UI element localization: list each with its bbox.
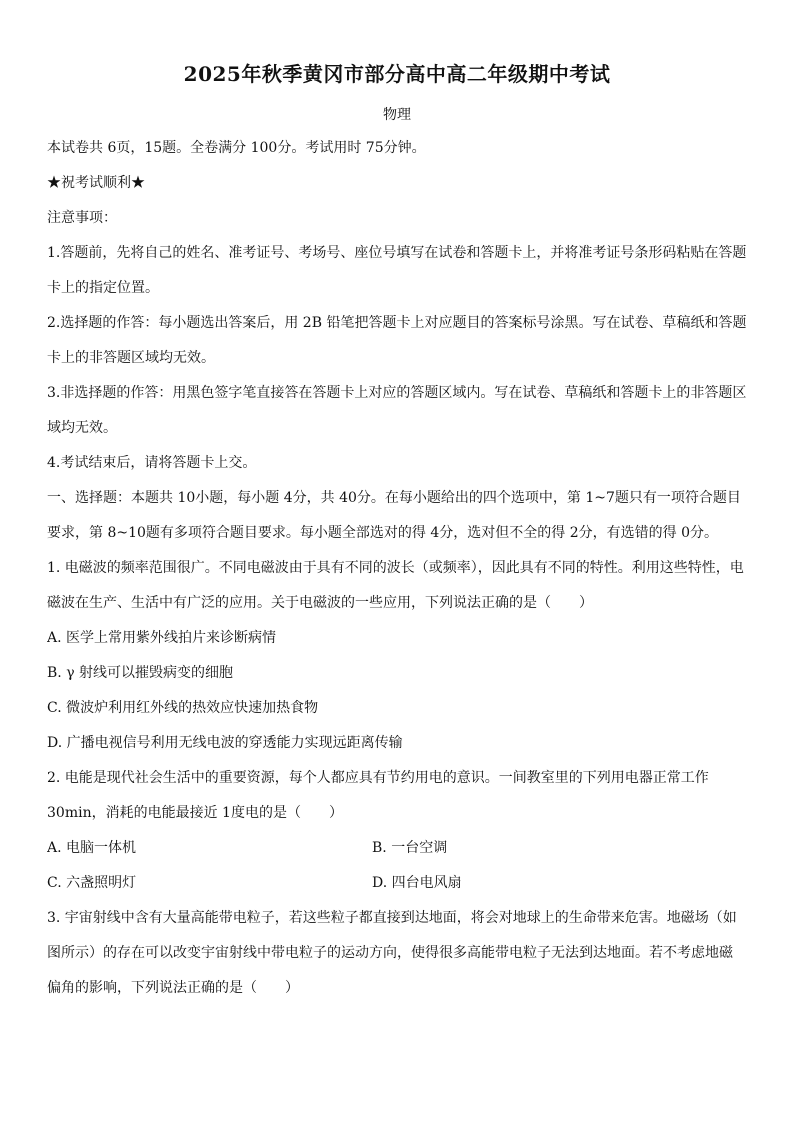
q2-option-c: C. 六盏照明灯 (47, 875, 137, 891)
q2-option-a: A. 电脑一体机 (47, 840, 137, 856)
q2-option-d: D. 四台电风扇 (372, 875, 462, 891)
q2-option-b: B. 一台空调 (372, 840, 448, 856)
q1-stem-line-1: 1. 电磁波的频率范围很广。不同电磁波由于具有不同的波长（或频率），因此具有不同的特性。利用这些特性，电 (47, 560, 744, 576)
section-1-desc-line-2: 要求，第 8~10题有多项符合题目要求。每小题全部选对的得 4分，选对但不全的得 2分，有选错的得 0分。 (47, 525, 718, 541)
q1-option-c: C. 微波炉利用红外线的热效应快速加热食物 (47, 700, 319, 716)
notice-2-line-2: 卡上的非答题区域均无效。 (47, 350, 215, 366)
notice-1-line-1: 1.答题前，先将自己的姓名、准考证号、考场号、座位号填写在试卷和答题卡上，并将准考证号条形码粘贴在答题 (47, 245, 747, 261)
notice-heading: 注意事项： (47, 210, 117, 226)
notice-1-line-2: 卡上的指定位置。 (47, 280, 159, 296)
notice-4: 4.考试结束后，请将答题卡上交。 (47, 455, 257, 471)
section-1-desc-line-1: 一、选择题：本题共 10小题，每小题 4分，共 40分。在每小题给出的四个选项中，第 1~7题只有一项符合题目 (47, 490, 741, 506)
good-luck-text: ★祝考试顺利★ (47, 175, 145, 191)
q2-stem-line-1: 2. 电能是现代社会生活中的重要资源，每个人都应具有节约用电的意识。一间教室里的下列用电器正常工作 (47, 770, 709, 786)
q3-stem-line-1: 3. 宇宙射线中含有大量高能带电粒子，若这些粒子都直接到达地面，将会对地球上的生命带来危害。地磁场（如 (47, 910, 737, 926)
q1-stem-line-2: 磁波在生产、生活中有广泛的应用。关于电磁波的一些应用，下列说法正确的是（ ） (47, 595, 593, 611)
notice-3-line-1: 3.非选择题的作答：用黑色签字笔直接答在答题卡上对应的答题区域内。写在试卷、草稿纸和答题卡上的非答题区 (47, 385, 747, 401)
q1-option-b: B. γ 射线可以摧毁病变的细胞 (47, 665, 234, 681)
exam-info: 本试卷共 6页，15题。全卷满分 100分。考试用时 75分钟。 (47, 140, 426, 156)
notice-3-line-2: 域均无效。 (47, 420, 117, 436)
q1-option-d: D. 广播电视信号利用无线电波的穿透能力实现远距离传输 (47, 735, 403, 751)
notice-2-line-1: 2.选择题的作答：每小题选出答案后，用 2B 铅笔把答题卡上对应题目的答案标号涂黑。写在试卷、草稿纸和答题 (47, 315, 747, 331)
q2-stem-line-2: 30min，消耗的电能最接近 1度电的是（ ） (47, 805, 343, 821)
q3-stem-line-3: 偏角的影响，下列说法正确的是（ ） (47, 980, 299, 996)
exam-title: 2025年秋季黄冈市部分高中高二年级期中考试 (183, 62, 611, 86)
q3-stem-line-2: 图所示）的存在可以改变宇宙射线中带电粒子的运动方向，使得很多高能带电粒子无法到达地面。若不考虑地磁 (47, 945, 733, 961)
subject-label: 物理 (383, 107, 411, 123)
q1-option-a: A. 医学上常用紫外线拍片来诊断病情 (47, 630, 277, 646)
